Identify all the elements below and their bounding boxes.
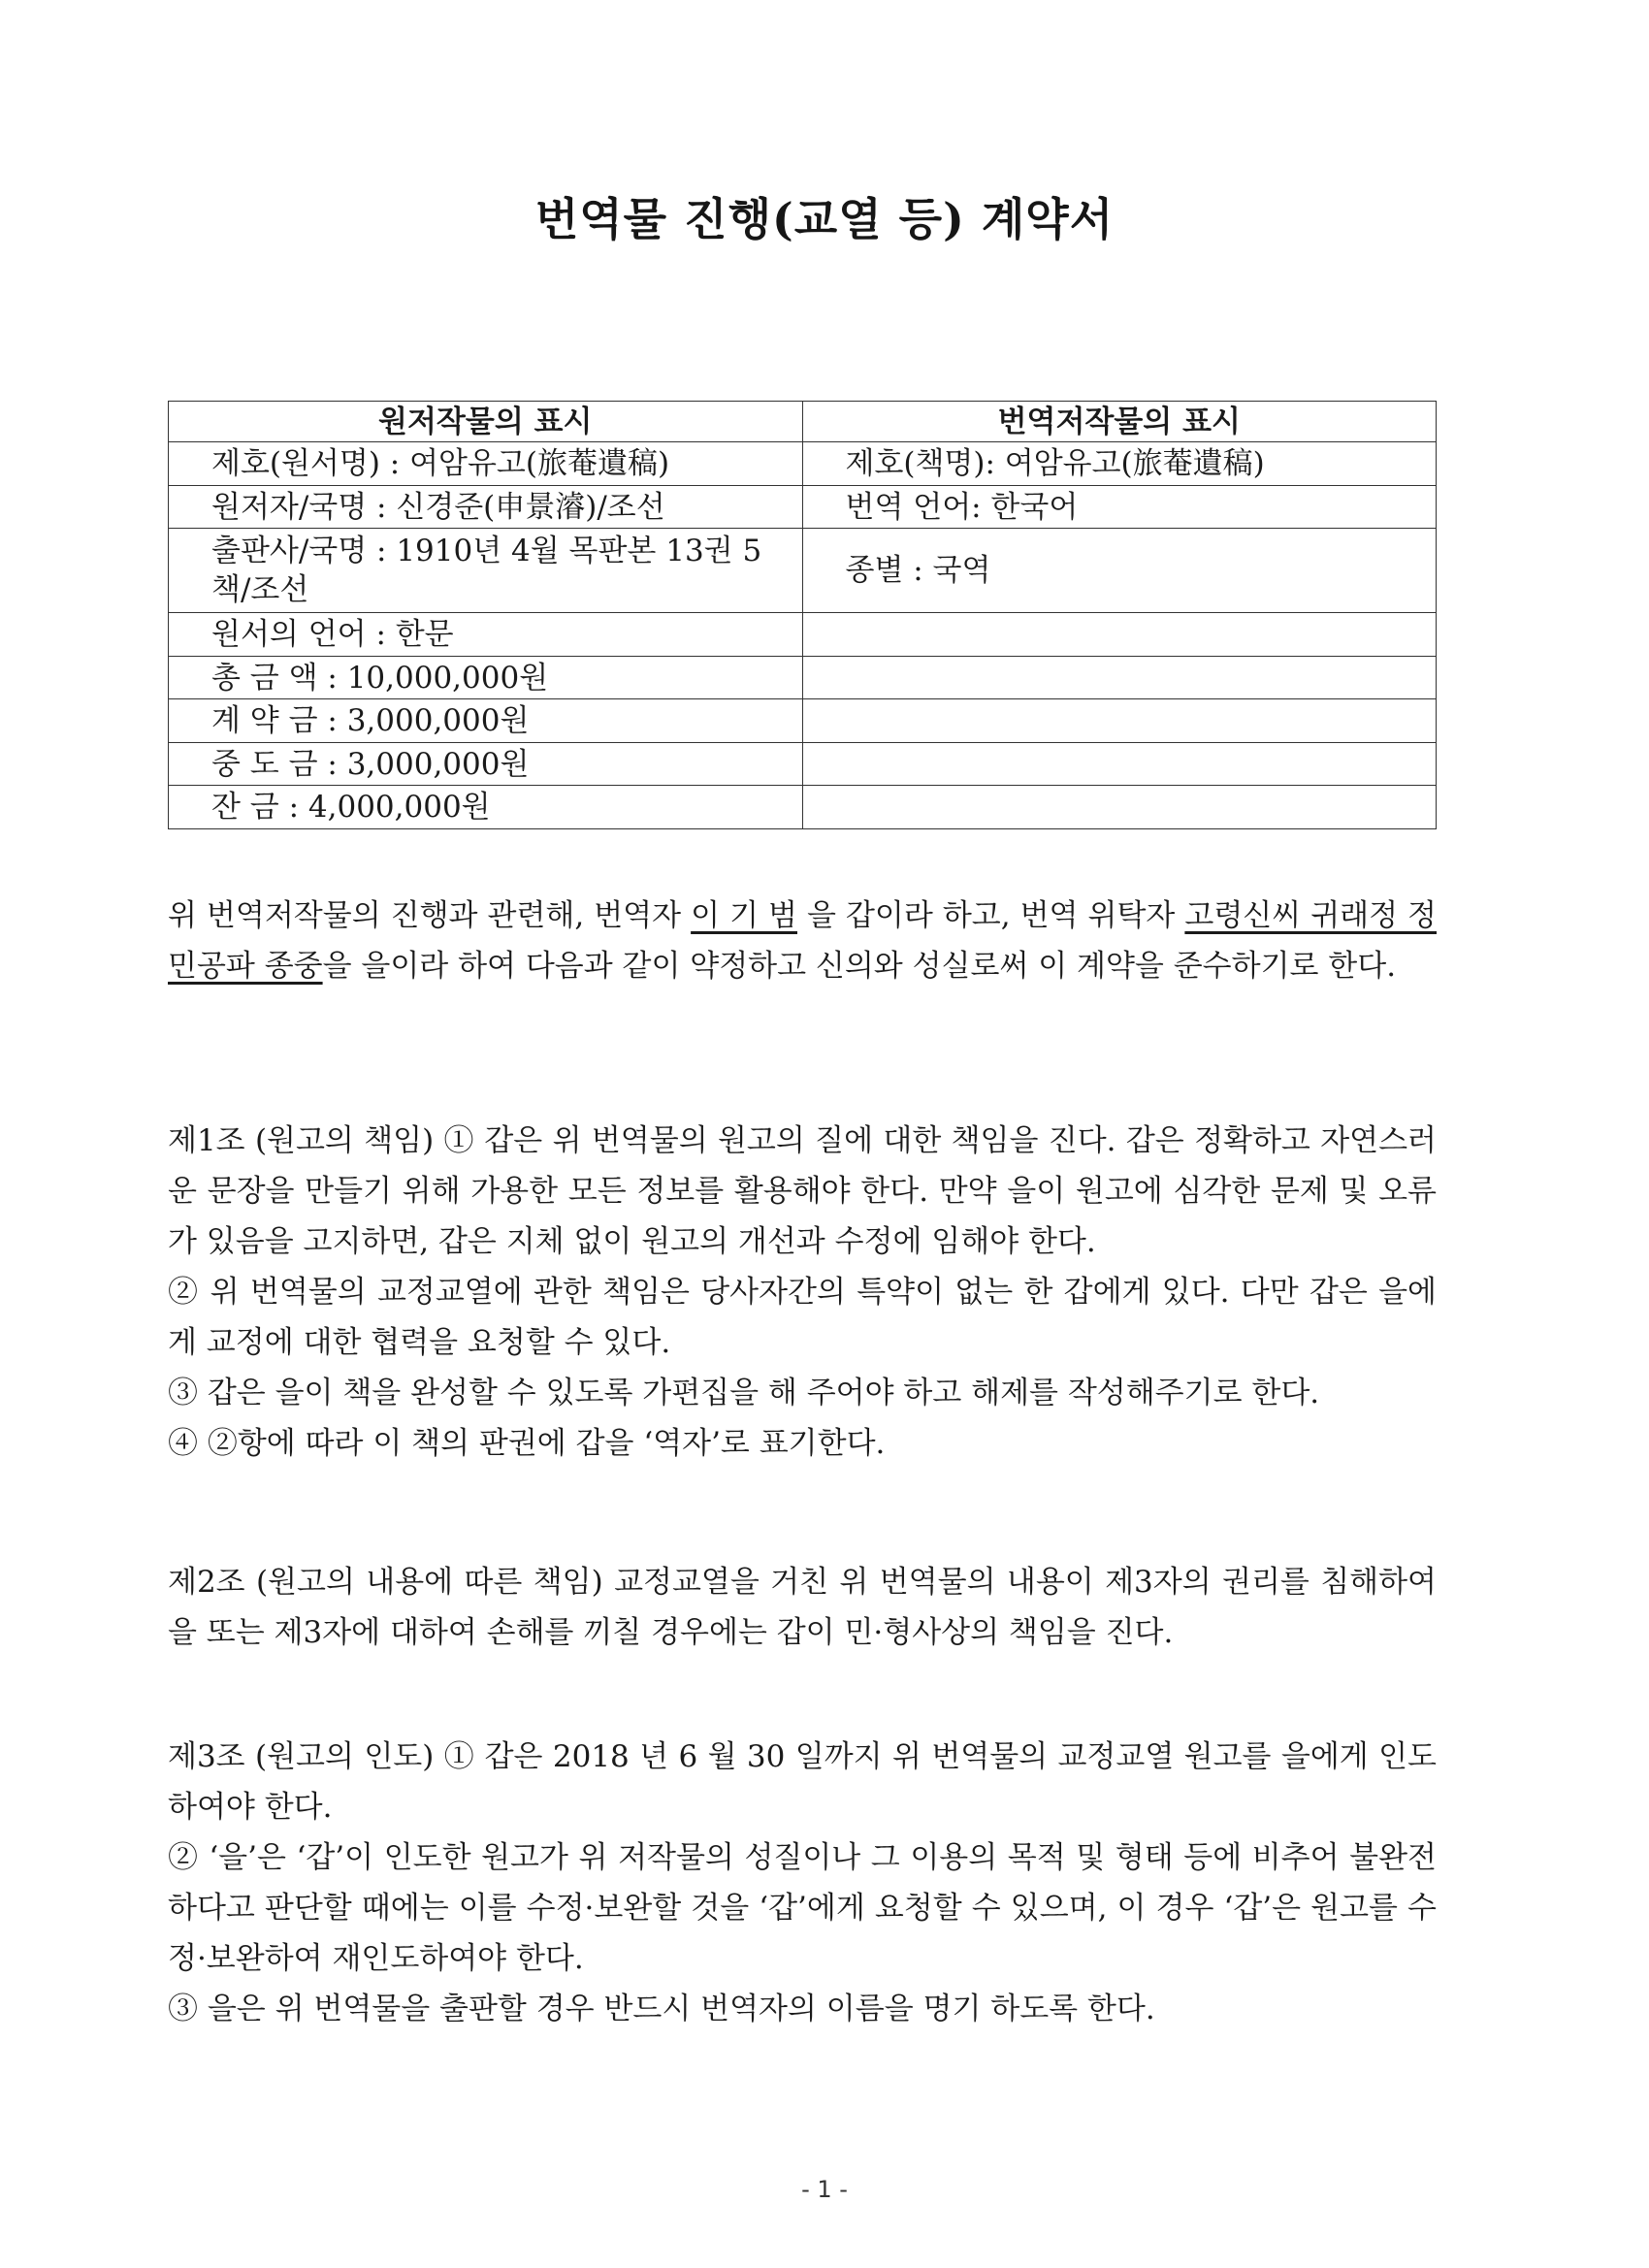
translation-language-cell: 번역 언어: 한국어 [802, 485, 1437, 529]
client-name: 고령신씨 귀래정 정민공파 종중 [168, 898, 1438, 984]
table-row [169, 656, 1437, 699]
intro-paragraph [168, 891, 1437, 991]
table-row [169, 485, 1437, 529]
empty-cell [802, 699, 1437, 743]
table-header-row [169, 402, 1437, 442]
article-3 [168, 1732, 1437, 2034]
article-3-clause-1: 제3조 (원고의 인도) ① 갑은 2018 년 6 월 30 일까지 위 번역물의 교정교열 원고를 을에게 인도하여야 한다. [168, 1739, 1437, 1825]
article-1-clause-1: 제1조 (원고의 책임) ① 갑은 위 번역물의 원고의 질에 대한 책임을 진다. 갑은 정확하고 자연스러운 문장을 만들기 위해 가용한 모든 정보를 활용해야 한다. 만약 을이 원고에 심각한 문제 및 오류가 있음을 고지하면, 갑은 지체 없이 원고의 개선과 수정에 임해야 한다. [168, 1123, 1437, 1259]
total-amount-cell: 총 금 액 : 10,000,000원 [169, 656, 803, 699]
table-row [169, 699, 1437, 743]
balance-cell: 잔 금 : 4,000,000원 [169, 786, 803, 829]
article-2 [168, 1557, 1437, 1658]
article-1-clause-2: ② 위 번역물의 교정교열에 관한 책임은 당사자간의 특약이 없는 한 갑에게 있다. 다만 갑은 을에게 교정에 대한 협력을 요청할 수 있다. [168, 1275, 1437, 1360]
interim-payment-cell: 중 도 금 : 3,000,000원 [169, 742, 803, 786]
table-row [169, 742, 1437, 786]
empty-cell [802, 742, 1437, 786]
original-work-header: 원저작물의 표시 [169, 402, 803, 442]
article-1 [168, 1116, 1437, 1469]
empty-cell [802, 656, 1437, 699]
intro-text: 위 번역저작물의 진행과 관련해, 번역자 [168, 898, 692, 933]
empty-cell [802, 786, 1437, 829]
category-cell: 종별 : 국역 [802, 529, 1437, 613]
original-author-cell: 원저자/국명 : 신경준(申景濬)/조선 [169, 485, 803, 529]
document-title: 번역물 진행(교열 등) 계약서 [534, 193, 1115, 245]
table-row [169, 529, 1437, 613]
publisher-cell: 출판사/국명 : 1910년 4월 목판본 13권 5책/조선 [169, 529, 803, 613]
article-1-clause-4: ④ ②항에 따라 이 책의 판권에 갑을 ‘역자’로 표기한다. [168, 1426, 886, 1461]
translator-name: 이 기 범 [691, 898, 797, 933]
article-3-clause-2: ② ‘을’은 ‘갑’이 인도한 원고가 위 저작물의 성질이나 그 이용의 목적 및 형태 등에 비추어 불완전하다고 판단할 때에는 이를 수정·보완할 것을 ‘갑’에게 요청할 수 있으며, 이 경우 ‘갑’은 원고를 수정·보완하여 재인도하여야 한다. [168, 1840, 1437, 1976]
page-number: - 1 - [801, 2176, 848, 2203]
original-title-cell: 제호(원서명) : 여암유고(旅菴遺稿) [169, 442, 803, 486]
intro-text: 을 갑이라 하고, 번역 위탁자 [797, 898, 1185, 933]
deposit-cell: 계 약 금 : 3,000,000원 [169, 699, 803, 743]
table-row [169, 786, 1437, 829]
article-2-clause: 제2조 (원고의 내용에 따른 책임) 교정교열을 거친 위 번역물의 내용이 제3자의 권리를 침해하여 을 또는 제3자에 대하여 손해를 끼칠 경우에는 갑이 민·형사상의 책임을 진다. [168, 1565, 1437, 1650]
intro-text: 을 을이라 하여 다음과 같이 약정하고 신의와 성실로써 이 계약을 준수하기로 한다. [322, 949, 1397, 984]
article-1-clause-3: ③ 갑은 을이 책을 완성할 수 있도록 가편집을 해 주어야 하고 해제를 작성해주기로 한다. [168, 1376, 1320, 1410]
table-row [169, 442, 1437, 486]
translated-title-cell: 제호(책명): 여암유고(旅菴遺稿) [802, 442, 1437, 486]
work-info-table [168, 401, 1437, 829]
empty-cell [802, 613, 1437, 657]
article-3-clause-3: ③ 을은 위 번역물을 출판할 경우 반드시 번역자의 이름을 명기 하도록 한다. [168, 1992, 1155, 2026]
translated-work-header: 번역저작물의 표시 [802, 402, 1437, 442]
original-language-cell: 원서의 언어 : 한문 [169, 613, 803, 657]
table-row [169, 613, 1437, 657]
